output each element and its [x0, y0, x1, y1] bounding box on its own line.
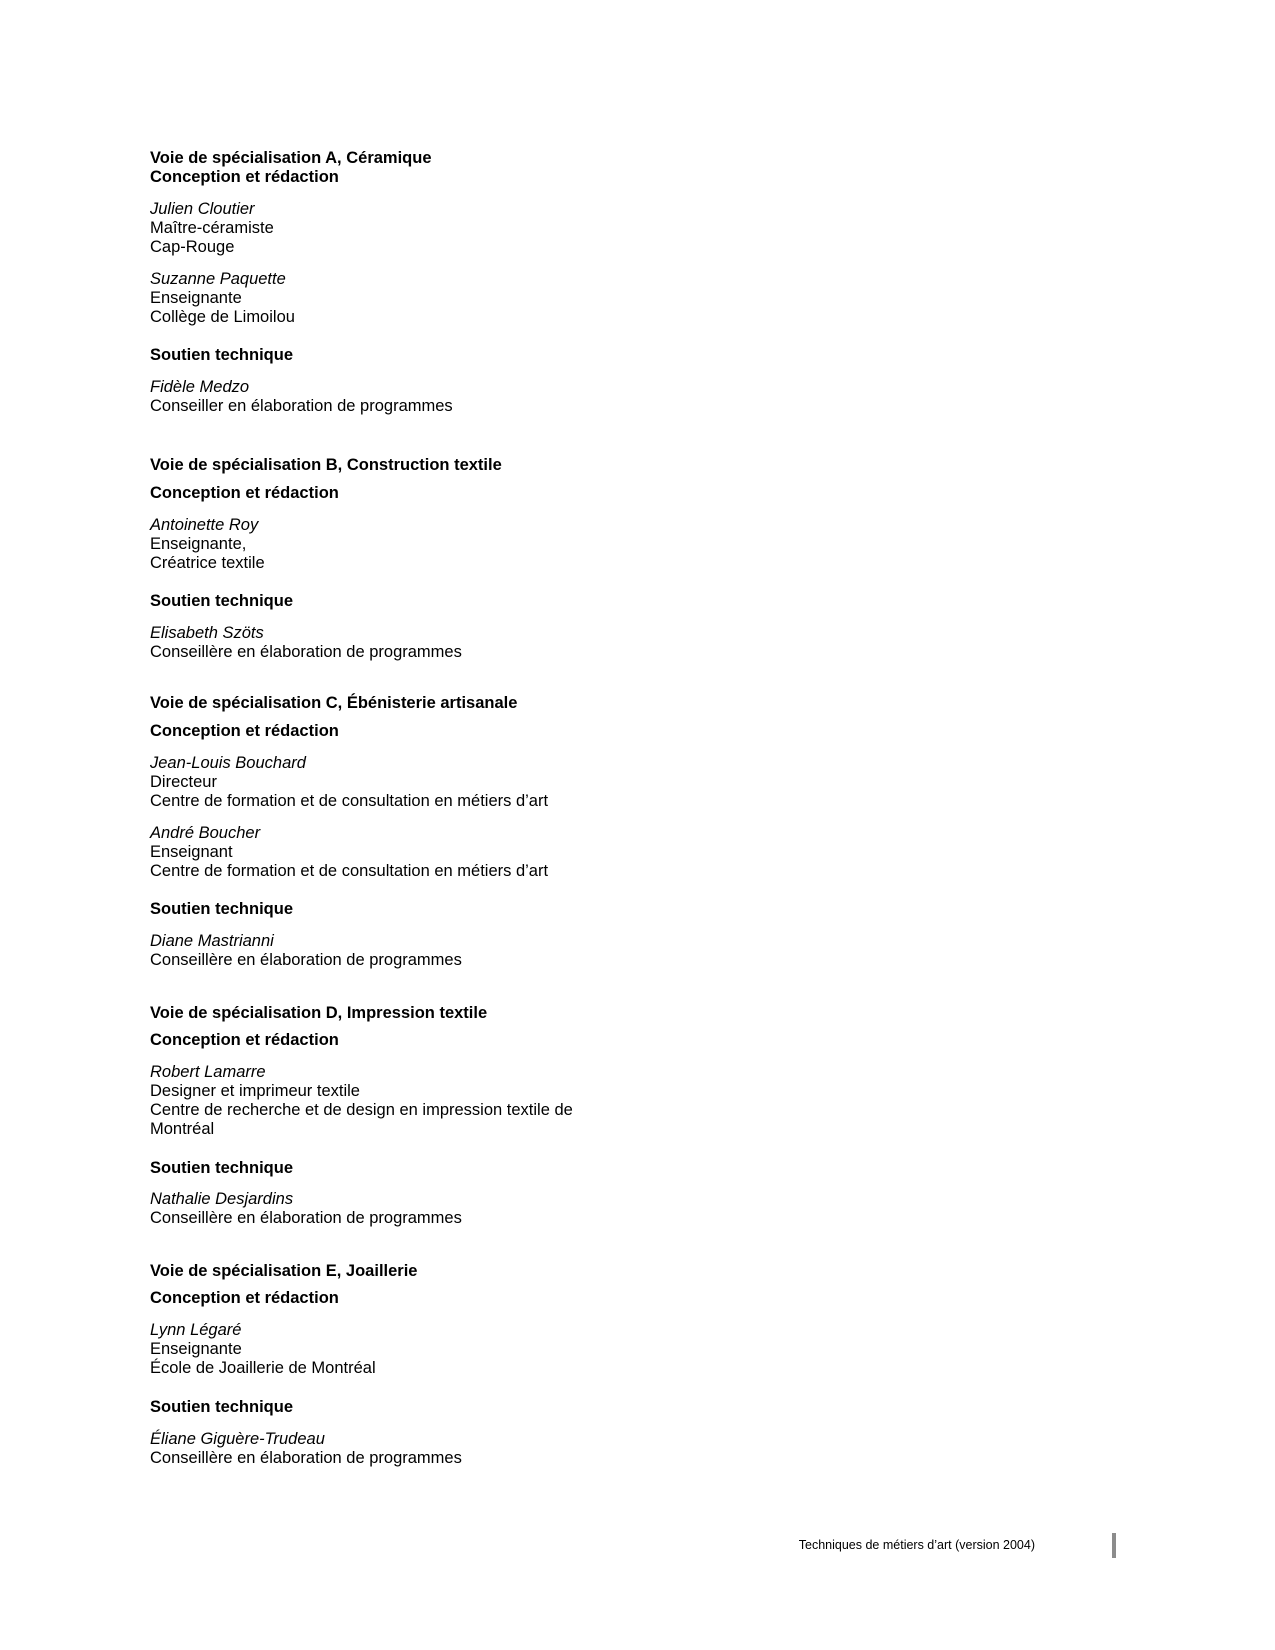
section-d-support-name: Nathalie Desjardins [150, 1190, 294, 1208]
section-e-author-1-line-1: Enseignante [150, 1340, 242, 1358]
section-d-support-role: Conseillère en élaboration de programmes [150, 1209, 462, 1227]
section-b-author-1-line-1: Enseignante, [150, 535, 247, 553]
section-c-author-1-name: Jean-Louis Bouchard [150, 754, 306, 772]
section-c-author-1-line-2: Centre de formation et de consultation en métiers d’art [150, 792, 549, 810]
section-e-heading: Voie de spécialisation E, Joaillerie [150, 1262, 418, 1280]
section-a-author-1-line-2: Cap-Rouge [150, 238, 235, 256]
section-e-author-1-name: Lynn Légaré [150, 1321, 242, 1339]
section-d-support-label: Soutien technique [150, 1159, 294, 1177]
section-a-author-2-line-1: Enseignante [150, 289, 242, 307]
section-c-author-1-line-1: Directeur [150, 773, 217, 791]
section-a-support-role: Conseiller en élaboration de programmes [150, 397, 453, 415]
section-c-support-name: Diane Mastrianni [150, 932, 274, 950]
section-d-author-1-line-2: Centre de recherche et de design en impression textile de [150, 1101, 573, 1119]
section-e-support-label: Soutien technique [150, 1398, 294, 1416]
section-c-conception-label: Conception et rédaction [150, 722, 339, 740]
footer-title: Techniques de métiers d’art (version 2004) [798, 1538, 1035, 1552]
section-a-support-label: Soutien technique [150, 346, 294, 364]
section-d-heading: Voie de spécialisation D, Impression textile [150, 1004, 488, 1022]
section-a-conception-label: Conception et rédaction [150, 168, 339, 186]
footer-divider-bar [1112, 1533, 1116, 1558]
section-d-author-1-line-3: Montréal [150, 1120, 215, 1138]
section-b-author-1-line-2: Créatrice textile [150, 554, 265, 572]
section-a-support-name: Fidèle Medzo [150, 378, 250, 396]
section-b-conception-label: Conception et rédaction [150, 484, 339, 502]
section-c-author-2-name: André Boucher [150, 824, 261, 842]
section-e-support-role: Conseillère en élaboration de programmes [150, 1449, 462, 1467]
section-b-heading: Voie de spécialisation B, Construction textile [150, 456, 502, 474]
section-a-author-2-line-2: Collège de Limoilou [150, 308, 295, 326]
section-c-heading: Voie de spécialisation C, Ébénisterie artisanale [150, 694, 518, 712]
section-b-support-name: Elisabeth Szöts [150, 624, 264, 642]
section-e-author-1-line-2: École de Joaillerie de Montréal [150, 1359, 376, 1377]
section-b-author-1-name: Antoinette Roy [150, 516, 259, 534]
section-e-conception-label: Conception et rédaction [150, 1289, 339, 1307]
section-a-author-1-line-1: Maître-céramiste [150, 219, 274, 237]
section-b-support-label: Soutien technique [150, 592, 294, 610]
section-c-author-2-line-2: Centre de formation et de consultation en métiers d’art [150, 862, 549, 880]
section-d-conception-label: Conception et rédaction [150, 1031, 339, 1049]
section-a-author-1-name: Julien Cloutier [150, 200, 255, 218]
section-d-author-1-line-1: Designer et imprimeur textile [150, 1082, 360, 1100]
section-a-heading: Voie de spécialisation A, Céramique [150, 149, 432, 167]
section-c-support-label: Soutien technique [150, 900, 294, 918]
section-d-author-1-name: Robert Lamarre [150, 1063, 266, 1081]
section-a-author-2-name: Suzanne Paquette [150, 270, 286, 288]
section-e-support-name: Éliane Giguère-Trudeau [150, 1430, 325, 1448]
section-b-support-role: Conseillère en élaboration de programmes [150, 643, 462, 661]
section-c-support-role: Conseillère en élaboration de programmes [150, 951, 462, 969]
section-c-author-2-line-1: Enseignant [150, 843, 233, 861]
